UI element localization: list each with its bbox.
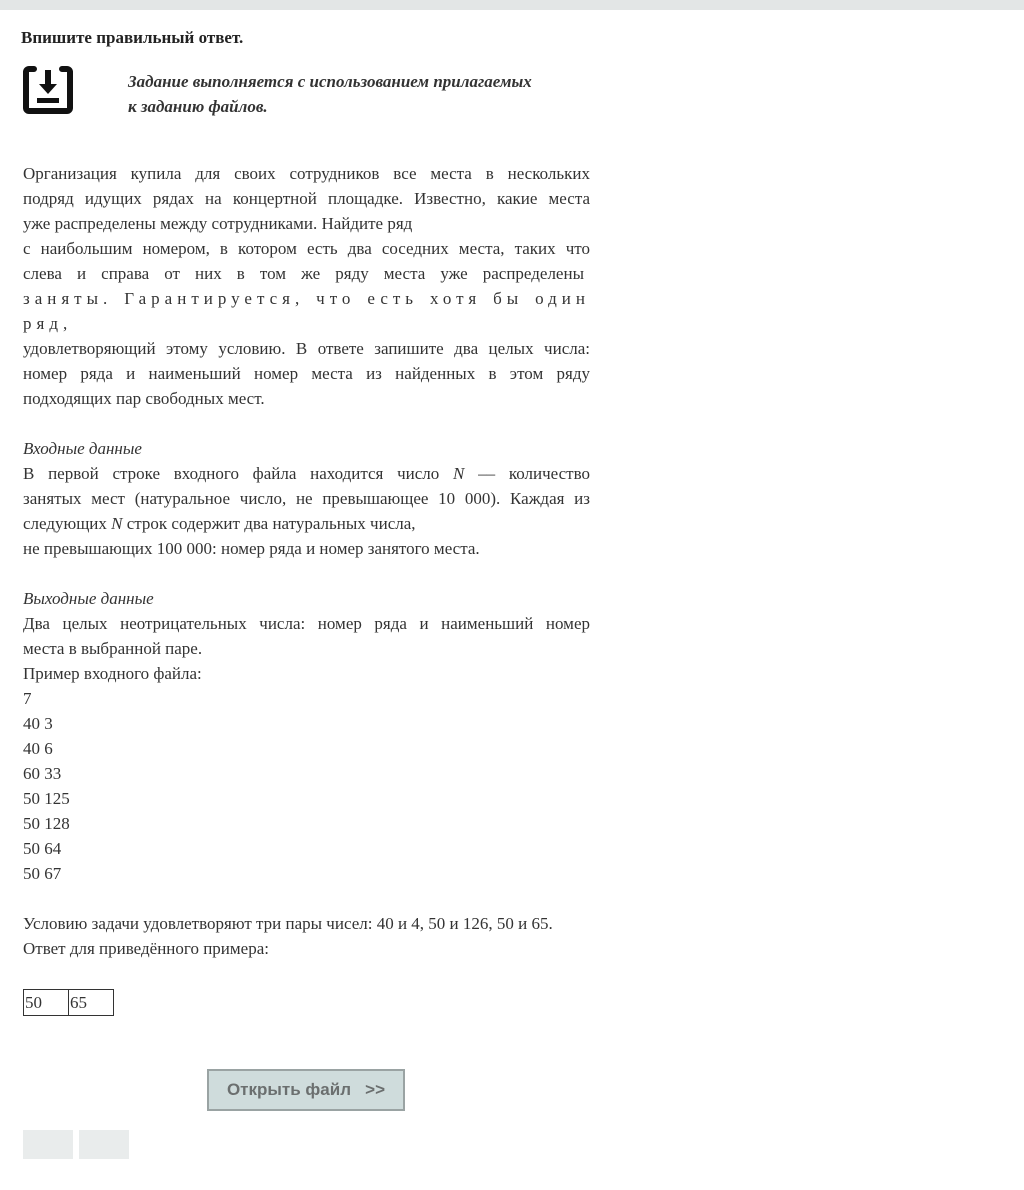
example-answer-table (23, 989, 114, 1016)
task-fragment: строк содержит два натуральных числа, (126, 514, 416, 533)
task-line: Организация купила для своих сотрудников все места в нескольких (23, 164, 590, 183)
task-line: Условию задачи удовлетворяют три пары чисел: 40 и 4, 50 и 126, 50 и 65. (23, 914, 553, 933)
task-line: удовлетворяющий этому условию. В ответе запишите два целых числа: (23, 339, 590, 358)
task-line: Ответ для приведённого примера: (23, 939, 269, 958)
task-line: номер ряда и наименьший номер места из найденных в этом ряду (23, 364, 590, 383)
example-input-line: 40 3 (23, 714, 53, 733)
nav-button-prev[interactable] (23, 1130, 73, 1159)
task-line: места в выбранной паре. (23, 639, 203, 658)
top-bar (0, 0, 1024, 10)
task-line: с наибольшим номером, в котором есть два соседних места, таких что (23, 239, 590, 258)
output-heading: Выходные данные (23, 589, 154, 608)
task-word: заняты. Гарантируется, что есть хотя бы один ряд, (23, 289, 590, 333)
task-line: подходящих пар свободных мест. (23, 389, 265, 408)
task-fragment: следующих (23, 514, 107, 533)
download-icon (22, 66, 74, 114)
example-input-line: 50 125 (23, 789, 70, 808)
variable-n: N (111, 514, 123, 533)
files-note-line: Задание выполняется с использованием прилагаемых (128, 72, 532, 91)
task-line: подряд идущих рядах на концертной площадке. Известно, какие места (23, 189, 590, 208)
task-line: занятых мест (натуральное число, не превышающее 10 000). Каждая из (23, 489, 590, 508)
files-note-line: к заданию файлов. (128, 97, 268, 116)
answer-cell-row: 50 (24, 990, 69, 1016)
task-fragment: В первой строке входного файла находится число (23, 464, 440, 483)
instruction-heading: Впишите правильный ответ. (21, 28, 244, 47)
task-fragment: –– количество (478, 464, 591, 483)
task-line: уже распределены между сотрудниками. Найдите ряд (23, 214, 413, 233)
variable-n: N (453, 464, 465, 483)
example-input-line: 50 64 (23, 839, 62, 858)
task-text (23, 161, 590, 1016)
open-file-button[interactable]: Открыть файл >> (207, 1069, 405, 1111)
task-line: Пример входного файла: (23, 664, 202, 683)
task-line: слева и справа от них в том же ряду места уже распределены (23, 264, 584, 283)
answer-cell-seat: 65 (69, 990, 114, 1016)
files-note (128, 69, 588, 119)
example-input-line: 7 (23, 689, 32, 708)
example-input-line: 50 128 (23, 814, 70, 833)
example-input-line: 60 33 (23, 764, 62, 783)
example-input-line: 50 67 (23, 864, 62, 883)
nav-button-next[interactable] (79, 1130, 129, 1159)
task-line (23, 461, 590, 486)
table-row (24, 990, 114, 1016)
input-heading: Входные данные (23, 439, 142, 458)
task-line: не превышающих 100 000: номер ряда и номер занятого места. (23, 539, 480, 558)
task-line: Два целых неотрицательных числа: номер ряда и наименьший номер (23, 614, 590, 633)
task-line (23, 286, 590, 336)
example-input-line: 40 6 (23, 739, 53, 758)
task-line (23, 511, 590, 536)
